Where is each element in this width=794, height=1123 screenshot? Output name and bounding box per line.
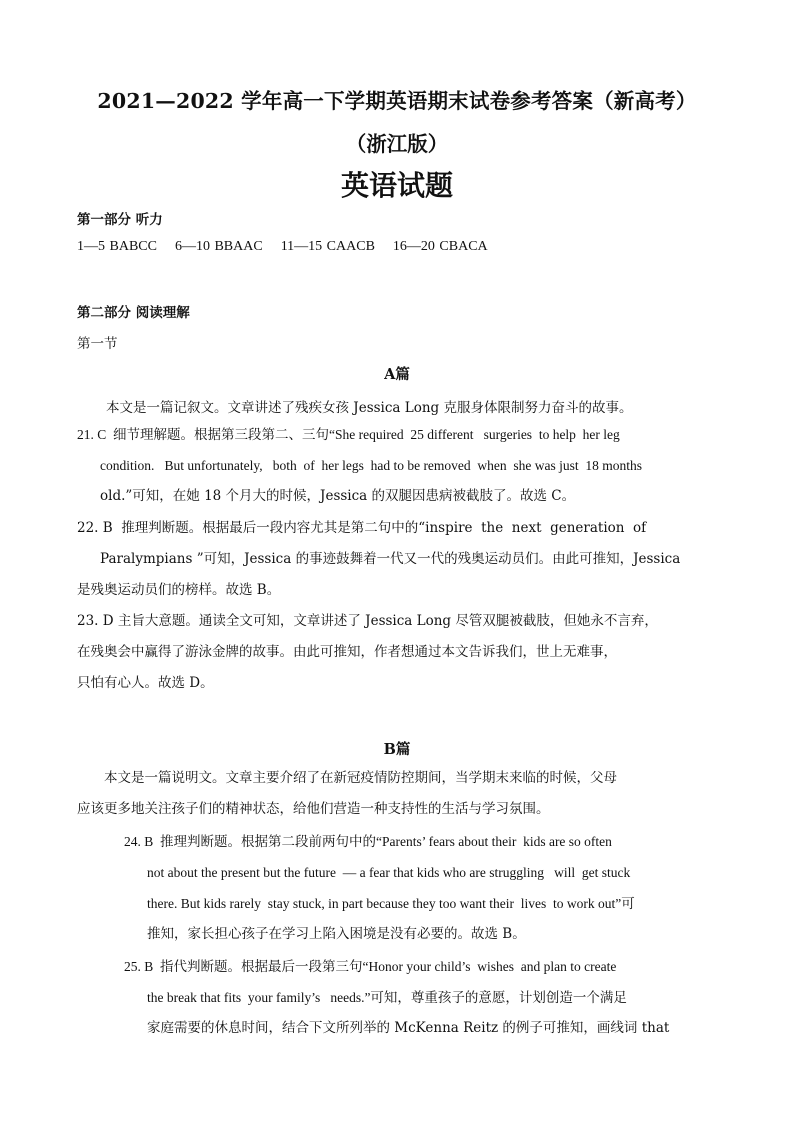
q24-line3: there. But kids rarely stay stuck, in part because they too want their lives to work out”可	[147, 896, 635, 911]
q21-line1: 21. C 细节理解题。根据第三段第二、三句“She required 25 different surgeries to help her leg	[77, 427, 620, 442]
passage-a-summary: 本文是一篇记叙文。文章讲述了残疾女孩 Jessica Long 克服身体限制努力奋斗的故事。	[106, 400, 633, 416]
document-title-line1: 2021—2022 学年高一下学期英语期末试卷参考答案（新高考）	[97, 89, 697, 113]
passage-b-summary-line1: 本文是一篇说明文。文章主要介绍了在新冠疫情防控期间，当学期末来临的时候，父母	[104, 770, 617, 786]
q25-line2: the break that fits your family’s needs.”可知，尊重孩子的意愿，计划创造一个满足	[147, 990, 627, 1005]
q24-line2: not about the present but the future — a fear that kids who are struggling will get stuck	[147, 865, 631, 880]
part1-heading: 第一部分 听力	[77, 212, 163, 228]
passage-b-heading: B篇	[383, 741, 411, 758]
q21-line2: condition. But unfortunately, both of her legs had to be removed when she was just 18 months	[100, 458, 643, 473]
section1-label: 第一节	[77, 336, 118, 352]
q22-line1: 22. B 推理判断题。根据最后一段内容尤其是第二句中的“inspire the next generation of	[77, 520, 647, 536]
q25-line1: 25. B 指代判断题。根据最后一段第三句“Honor your child’s wishes and plan to create	[124, 959, 617, 974]
question-22	[77, 513, 680, 606]
question-25	[124, 951, 669, 1044]
question-24	[124, 826, 635, 950]
q25-line3: 家庭需要的休息时间，结合下文所列举的 McKenna Reitz 的例子可推知，画线词 that	[147, 1020, 670, 1036]
q24-line4: 推知，家长担心孩子在学习上陷入困境是没有必要的。故选 B。	[147, 926, 526, 942]
document-subject-title: 英语试题	[340, 169, 453, 202]
passage-a-heading: A篇	[384, 366, 410, 383]
q23-line1: 23. D 主旨大意题。通读全文可知，文章讲述了 Jessica Long 尽管双腿被截肢，但她永不言弃，	[77, 613, 658, 629]
q22-line3: 是残奥运动员们的榜样。故选 B。	[77, 582, 281, 598]
question-23	[77, 606, 658, 699]
q23-line3: 只怕有心人。故选 D。	[77, 675, 214, 691]
question-21	[77, 419, 642, 512]
q21-line3: old.”可知，在她 18 个月大的时候，Jessica 的双腿因患病被截肢了。故选 C。	[100, 488, 576, 504]
passage-b-summary	[77, 763, 617, 825]
document-title-line2: （浙江版）	[345, 132, 449, 156]
listening-answers: 1—5 BABCC 6—10 BBAAC 11—15 CAACB 16—20 CBACA	[77, 239, 488, 254]
q22-line2: Paralympians ”可知，Jessica 的事迹鼓舞着一代又一代的残奥运动员们。由此可推知，Jessica	[100, 551, 681, 567]
passage-b-summary-line2: 应该更多地关注孩子们的精神状态，给他们营造一种支持性的生活与学习氛围。	[77, 801, 550, 817]
q24-line1: 24. B 推理判断题。根据第二段前两句中的“Parents’ fears about their kids are so often	[124, 834, 612, 849]
q23-line2: 在残奥会中赢得了游泳金牌的故事。由此可推知，作者想通过本文告诉我们，世上无难事，	[77, 644, 617, 660]
part2-heading: 第二部分 阅读理解	[77, 305, 190, 321]
